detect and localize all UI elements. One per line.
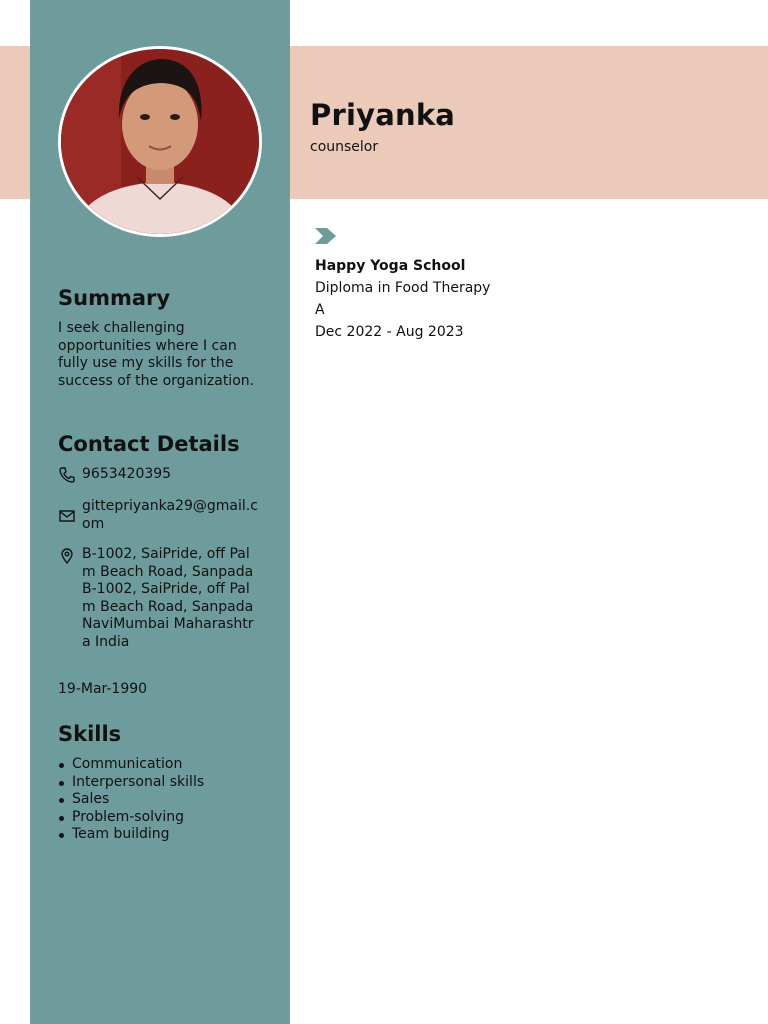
skill-item: Problem-solving [58, 809, 204, 827]
candidate-name: Priyanka [310, 98, 456, 132]
skill-item: Interpersonal skills [58, 774, 204, 792]
summary-text: I seek challenging opportunities where I can fully use my skills for the success of the organization. [58, 320, 255, 389]
email-address: gittepriyanka29@gmail.com [82, 498, 258, 532]
skills-list [58, 756, 204, 844]
address-text: B-1002, SaiPride, off Palm Beach Road, Sanpada B-1002, SaiPride, off Palm Beach Road, Sanpada NaviMumbai Maharashtra India [82, 546, 254, 650]
skills-heading: Skills [58, 722, 122, 746]
phone-number: 9653420395 [82, 466, 172, 482]
skill-item: Sales [58, 791, 204, 809]
candidate-title: counselor [310, 139, 379, 155]
location-pin-icon [58, 547, 76, 565]
skill-item: Team building [58, 826, 204, 844]
education-entry [315, 255, 490, 343]
profile-photo [58, 46, 262, 237]
education-school: Happy Yoga School [315, 258, 466, 274]
education-degree: Diploma in Food Therapy [315, 280, 491, 296]
education-dates: Dec 2022 - Aug 2023 [315, 324, 464, 340]
summary-heading: Summary [58, 286, 171, 310]
skill-item: Communication [58, 756, 204, 774]
education-grade: A [315, 302, 325, 318]
profile-photo-image [61, 49, 259, 234]
chevron-right-icon [314, 227, 338, 245]
phone-icon [58, 466, 76, 484]
date-of-birth: 19-Mar-1990 [58, 681, 148, 697]
contact-heading: Contact Details [58, 432, 240, 456]
mail-icon [58, 507, 76, 525]
